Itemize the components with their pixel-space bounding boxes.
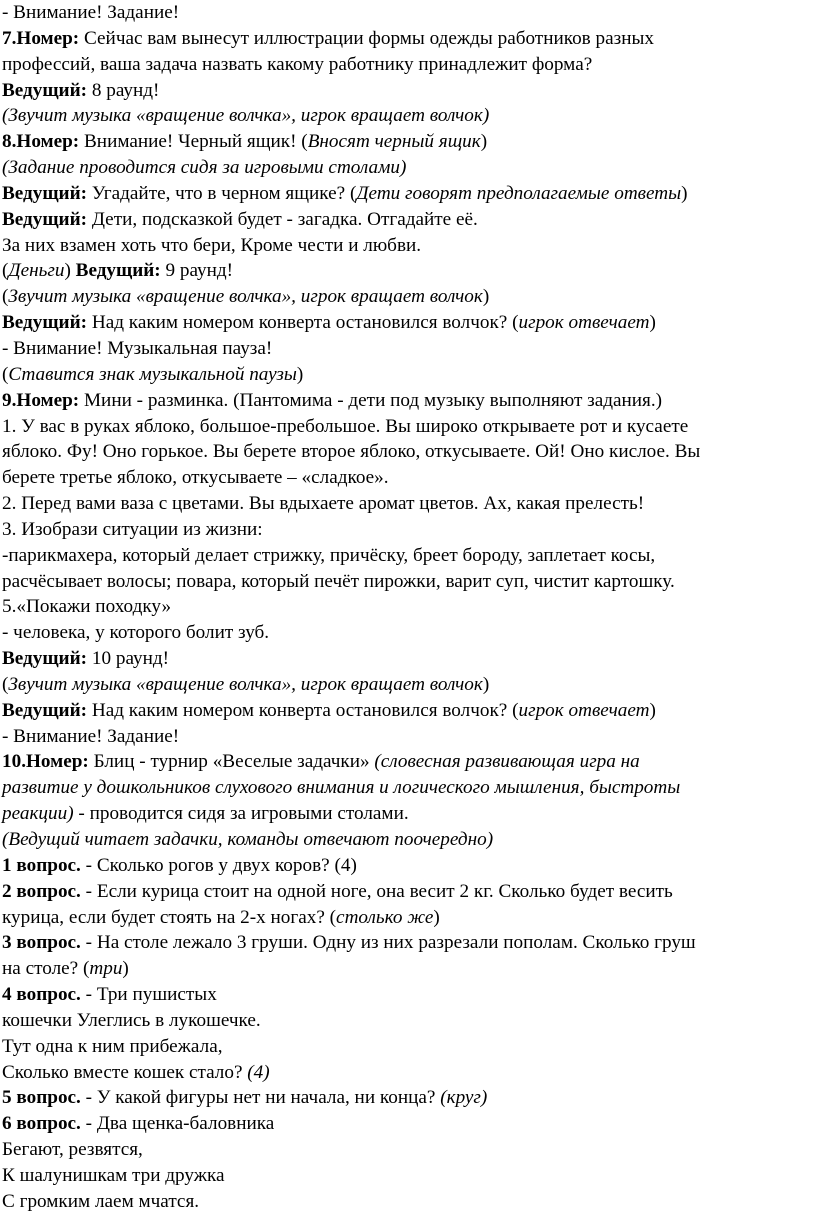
question-line: 3 вопрос. - На столе лежало 3 груши. Одну из них разрезали пополам. Сколько груш [2, 932, 696, 954]
text-line: профессий, ваша задача назвать какому работнику принадлежит форма? [2, 53, 593, 75]
text-line: Ведущий: 8 раунд! [2, 79, 160, 101]
text-line: курица, если будет стоять на 2-х ногах? (столько же) [2, 906, 440, 928]
text-line: Сколько вместе кошек стало? (4) [2, 1061, 270, 1083]
text-line: 3. Изобрази ситуации из жизни: [2, 518, 263, 540]
question-line: 2 вопрос. - Если курица стоит на одной ноге, она весит 2 кг. Сколько будет весить [2, 880, 673, 902]
text-line: берете третье яблоко, откусываете – «сладкое». [2, 467, 389, 489]
text-line: 10.Номер: Блиц - турнир «Веселые задачки» (словесная развивающая игра на [2, 751, 640, 773]
question-line: 5 вопрос. - У какой фигуры нет ни начала, ни конца? (круг) [2, 1087, 488, 1109]
question-line: 1 вопрос. - Сколько рогов у двух коров? (4) [2, 854, 357, 876]
text-line: Бегают, резвятся, [2, 1139, 143, 1161]
text-line: - Внимание! Музыкальная пауза! [2, 337, 273, 359]
text-line: 2. Перед вами ваза с цветами. Вы вдыхаете аромат цветов. Ах, какая прелесть! [2, 493, 645, 515]
text-line: С громким лаем мчатся. [2, 1190, 200, 1212]
text-line: 7.Номер: Сейчас вам вынесут иллюстрации формы одежды работников разных [2, 27, 654, 49]
text-line: на столе? (три) [2, 958, 129, 980]
text-line: - Внимание! Задание! [2, 725, 180, 747]
text-line: Ведущий: Дети, подсказкой будет - загадка. Отгадайте её. [2, 208, 478, 230]
question-line: 4 вопрос. - Три пушистых [2, 984, 217, 1006]
text-line: 5.«Покажи походку» [2, 596, 172, 618]
stage-direction: (Задание проводится сидя за игровыми столами) [2, 157, 407, 179]
question-line: 6 вопрос. - Два щенка-баловника [2, 1113, 275, 1135]
text-line: развитие у дошкольников слухового внимания и логического мышления, быстроты [2, 777, 681, 799]
text-line: реакции) - проводится сидя за игровыми столами. [2, 803, 409, 825]
text-line: Ведущий: Над каким номером конверта остановился волчок? (игрок отвечает) [2, 312, 656, 334]
text-line: яблоко. Фу! Оно горькое. Вы берете второе яблоко, откусываете. Ой! Оно кислое. Вы [2, 441, 701, 463]
text-line: 8.Номер: Внимание! Черный ящик! (Вносят черный ящик) [2, 131, 488, 153]
text-line: (Звучит музыка «вращение волчка», игрок вращает волчок) [2, 673, 490, 695]
text-line: -парикмахера, который делает стрижку, причёску, бреет бороду, заплетает косы, [2, 544, 656, 566]
text-line: За них взамен хоть что бери, Кроме чести и любви. [2, 234, 422, 256]
text-line: (Ставится знак музыкальной паузы) [2, 363, 304, 385]
text-line: кошечки Улеглись в лукошечке. [2, 1009, 261, 1031]
text-line: - Внимание! Задание! [2, 2, 180, 23]
stage-direction: (Ведущий читает задачки, команды отвечают поочередно) [2, 829, 494, 850]
stage-direction: (Звучит музыка «вращение волчка», игрок вращает волчок) [2, 105, 490, 127]
text-line: К шалунишкам три дружка [2, 1164, 225, 1186]
text-line: Ведущий: 10 раунд! [2, 648, 169, 670]
text-line: (Деньги) Ведущий: 9 раунд! [2, 260, 234, 282]
text-line: Ведущий: Угадайте, что в черном ящике? (Дети говорят предполагаемые ответы) [2, 182, 688, 204]
text-line: 9.Номер: Мини - разминка. (Пантомима - дети под музыку выполняют задания.) [2, 389, 663, 411]
text-line: расчёсывает волосы; повара, который печёт пирожки, варит суп, чистит картошку. [2, 570, 675, 592]
text-line: Тут одна к ним прибежала, [2, 1035, 223, 1057]
text-line: - человека, у которого болит зуб. [2, 622, 270, 644]
text-line: 1. У вас в руках яблоко, большое-пребольшое. Вы широко открываете рот и кусаете [2, 415, 689, 437]
text-line: Ведущий: Над каким номером конверта остановился волчок? (игрок отвечает) [2, 699, 656, 721]
text-line: (Звучит музыка «вращение волчка», игрок вращает волчок) [2, 286, 490, 308]
